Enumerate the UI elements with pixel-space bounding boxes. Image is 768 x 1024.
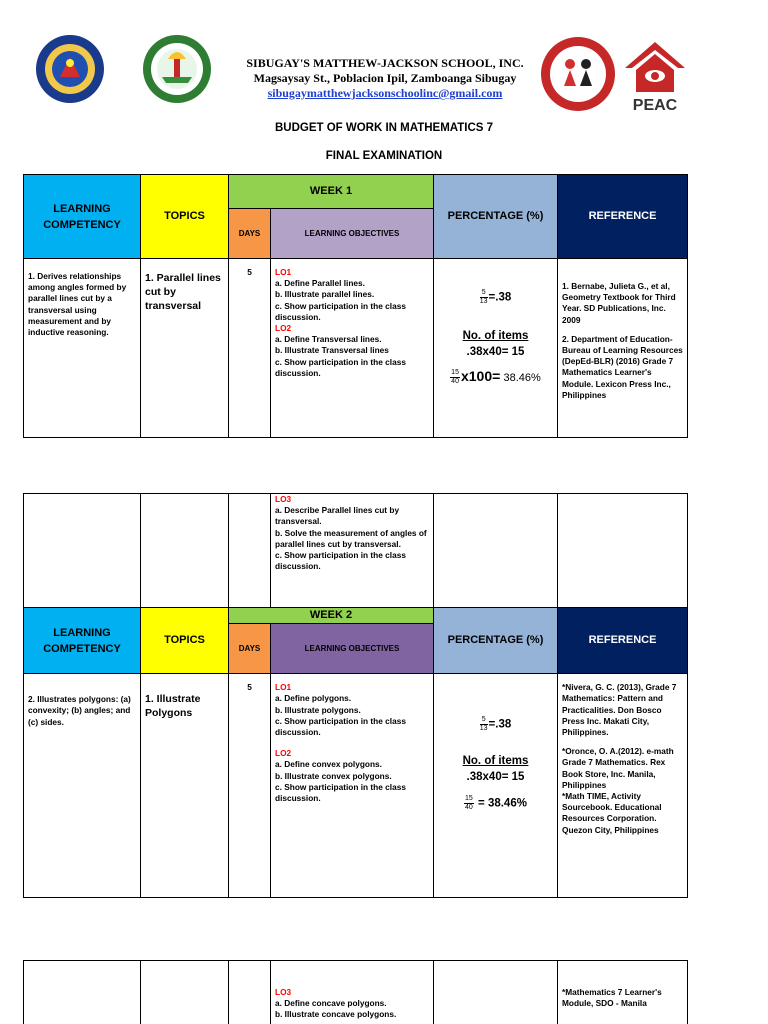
lo3-item: c. Show participation in the class discussion. bbox=[275, 550, 406, 572]
items-label: No. of items bbox=[462, 755, 529, 768]
lo1-item: b. Illustrate polygons. bbox=[275, 704, 361, 715]
week2-continued-table bbox=[23, 960, 688, 1024]
reference-item: *Math TIME, Activity Sourcebook. Educational Resources Corporation. Quezon City, Philippines bbox=[562, 791, 662, 835]
school-seal-logo bbox=[538, 36, 618, 112]
empty-cell bbox=[229, 961, 271, 1024]
header-days: DAYS bbox=[229, 624, 271, 674]
lo3-item: a. Describe Parallel lines cut by transversal. bbox=[275, 505, 400, 527]
competency-cell: 1. Derives relationships among angles formed by parallel lines cut by a transversal using measurement and by inductive reasoning. bbox=[24, 259, 141, 438]
empty-cell bbox=[434, 494, 558, 608]
school-email-link[interactable]: sibugaymatthewjacksonschoolinc@gmail.com bbox=[267, 86, 503, 100]
peac-logo bbox=[622, 40, 688, 114]
reference-item: *Oronce, O. A.(2012). e-math Grade 7 Mathematics. Rex Book Store, Inc. Manila, Philippines bbox=[562, 746, 674, 790]
lo3-item: a. Define concave polygons. bbox=[275, 998, 387, 1009]
lo2-item: a. Define Transversal lines. bbox=[275, 334, 382, 345]
ratio-text: =.38 bbox=[488, 291, 512, 304]
topic-cell bbox=[141, 674, 229, 898]
fraction: $\frac{15}{40}$ bbox=[465, 795, 473, 812]
lo2-item: b. Illustrate convex polygons. bbox=[275, 770, 392, 781]
lo1-label: LO1 bbox=[275, 682, 292, 693]
school-header bbox=[240, 56, 530, 101]
lo3-label: LO3 bbox=[275, 987, 292, 997]
lo2-item: c. Show participation in the class discussion. bbox=[275, 781, 406, 804]
topic-cell bbox=[141, 259, 229, 438]
lo2-item: a. Define convex polygons. bbox=[275, 759, 382, 770]
topic-text: 1. Illustrate Polygons bbox=[145, 693, 201, 720]
header-learning-objectives: LEARNING OBJECTIVES bbox=[271, 624, 434, 674]
lo1-item: c. Show participation in the class discussion. bbox=[275, 715, 406, 738]
lo3-item: b. Illustrate concave polygons. bbox=[275, 1009, 397, 1020]
header-week2: WEEK 2 bbox=[229, 608, 434, 624]
lo1-label: LO1 bbox=[275, 267, 292, 277]
header-days: DAYS bbox=[229, 209, 271, 259]
lo2-label: LO2 bbox=[275, 323, 292, 334]
competency-cell: 2. Illustrates polygons: (a) convexity; (b) angles; and (c) sides. bbox=[24, 674, 141, 898]
svg-text:PEAC: PEAC bbox=[632, 97, 678, 114]
document-subtitle: FINAL EXAMINATION bbox=[325, 150, 443, 162]
lo2-item: c. Show participation in the class discussion. bbox=[275, 356, 406, 378]
fraction: $\frac{5}{13}$ bbox=[479, 289, 488, 305]
fraction: $\frac{15}{40}$ bbox=[451, 369, 459, 386]
items-calc: .38x40= 15 bbox=[466, 346, 525, 358]
lo2-label: LO2 bbox=[275, 748, 292, 759]
items-calc: .38x40= 15 bbox=[466, 771, 525, 784]
times100-text: x100= bbox=[460, 368, 501, 384]
lo1-item: c. Show participation in the class discussion. bbox=[275, 300, 406, 322]
lo2-item: b. Illustrate Transversal lines bbox=[275, 345, 389, 356]
items-label: No. of items bbox=[462, 330, 529, 342]
division-seal-logo bbox=[132, 33, 222, 105]
header-reference: REFERENCE bbox=[558, 175, 688, 259]
objectives-cell bbox=[271, 674, 434, 898]
objectives-cell bbox=[271, 259, 434, 438]
header-topics: TOPICS bbox=[141, 175, 229, 259]
week2-table bbox=[23, 493, 688, 898]
header-week1: WEEK 1 bbox=[229, 175, 434, 209]
reference-cell bbox=[558, 674, 688, 898]
percentage-cell bbox=[434, 259, 558, 438]
reference-item: *Nivera, G. C. (2013), Grade 7 Mathematics: Pattern and Practicalities. Don Bosco Press Inc. Makati City, Philippines. bbox=[562, 682, 677, 738]
header-percentage: PERCENTAGE (%) bbox=[434, 175, 558, 259]
header-percentage: PERCENTAGE (%) bbox=[434, 608, 558, 674]
fraction: $\frac{5}{13}$ bbox=[479, 716, 488, 733]
result-text: = 38.46% bbox=[478, 797, 527, 810]
empty-cell bbox=[24, 961, 141, 1024]
school-address: Magsaysay St., Poblacion Ipil, Zamboanga Sibugay bbox=[253, 71, 517, 85]
reference-item: 1. Bernabe, Julieta G., et al, Geometry Textbook for Third Year. SD Publications, Inc. 2009 bbox=[562, 281, 676, 325]
empty-cell bbox=[141, 961, 229, 1024]
header-reference: REFERENCE bbox=[558, 608, 688, 674]
result-text: 38.46% bbox=[503, 372, 541, 384]
days-cell: 5 bbox=[229, 674, 271, 898]
reference-cell bbox=[558, 961, 688, 1024]
objectives-cell bbox=[271, 961, 434, 1024]
lo3-item: b. Solve the measurement of angles of parallel lines cut by transversal. bbox=[275, 527, 427, 549]
week1-table bbox=[23, 174, 688, 438]
document-title: BUDGET OF WORK IN MATHEMATICS 7 bbox=[274, 122, 494, 134]
lo3-label: LO3 bbox=[275, 494, 292, 504]
ratio-text: =.38 bbox=[488, 718, 512, 731]
header-learning-objectives: LEARNING OBJECTIVES bbox=[271, 209, 434, 259]
empty-cell bbox=[229, 494, 271, 608]
header-topics: TOPICS bbox=[141, 608, 229, 674]
lo1-item: a. Define Parallel lines. bbox=[275, 278, 365, 289]
reference-cell bbox=[558, 259, 688, 438]
header-learning-competency: LEARNING COMPETENCY bbox=[24, 608, 141, 674]
lo1-item: a. Define polygons. bbox=[275, 693, 352, 704]
reference-item: *Mathematics 7 Learner's Module, SDO - Manila bbox=[562, 987, 662, 1009]
empty-cell bbox=[558, 494, 688, 608]
empty-cell bbox=[141, 494, 229, 608]
header-learning-competency: LEARNING COMPETENCY bbox=[24, 175, 141, 259]
deped-seal-logo bbox=[22, 33, 118, 105]
percentage-cell bbox=[434, 674, 558, 898]
objectives-cell bbox=[271, 494, 434, 608]
lo1-item: b. Illustrate parallel lines. bbox=[275, 289, 375, 300]
empty-cell bbox=[434, 961, 558, 1024]
empty-cell bbox=[24, 494, 141, 608]
reference-item: 2. Department of Education-Bureau of Learning Resources (DepEd-BLR) (2016) Grade 7 Mathematics Learner's Module. Lexicon Press Inc., Philippines bbox=[562, 333, 683, 400]
topic-text: 1. Parallel lines cut by transversal bbox=[145, 272, 221, 312]
school-name: SIBUGAY'S MATTHEW-JACKSON SCHOOL, INC. bbox=[246, 56, 524, 70]
days-cell: 5 bbox=[229, 259, 271, 438]
